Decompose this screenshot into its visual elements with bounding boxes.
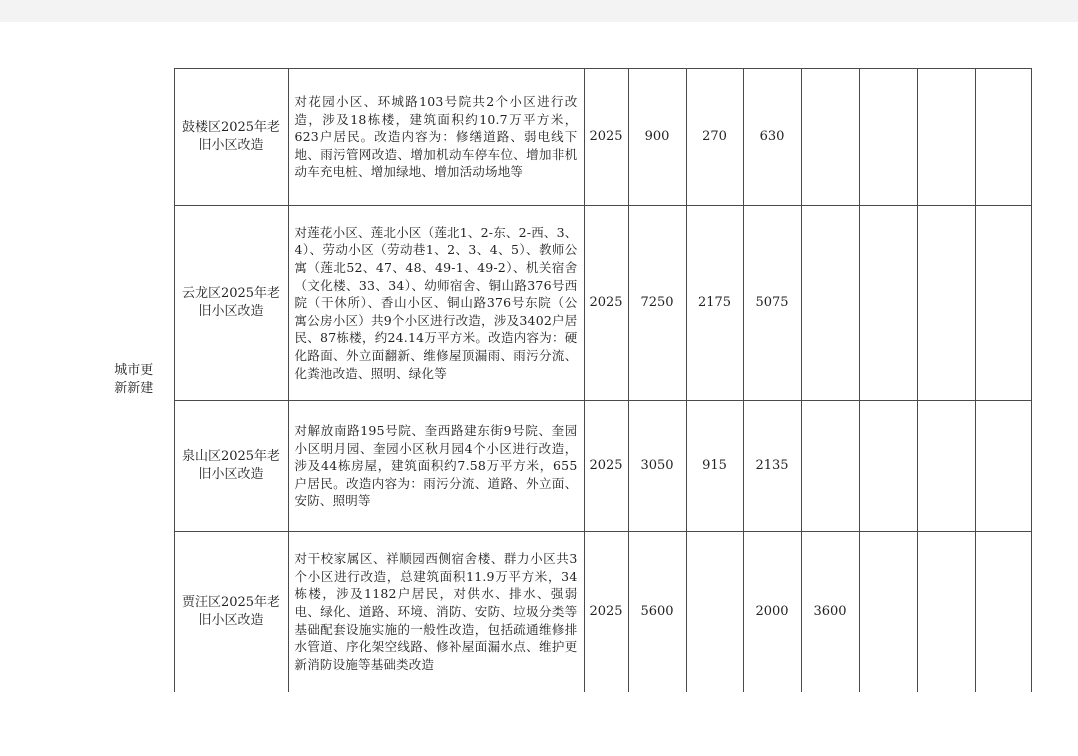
year-cell: 2025 xyxy=(584,206,628,401)
value-cell-b: 2000 xyxy=(743,532,801,692)
project-name-cell: 贾汪区2025年老旧小区改造 xyxy=(174,532,288,692)
project-content-cell: 对莲花小区、莲北小区（莲北1、2-东、2-西、3、4）、劳动小区（劳动巷1、2、3、4、5）、教师公寓（莲北52、47、48、49-1、49-2）、机关宿舍（文化楼、33、34）、幼师宿舍、铜山路376号西院（干休所）、香山小区、铜山路376号东院（公寓公房小区）共9个小区进行改造，涉及3402户居民、87栋楼，约24.14万平方米。改造内容为：硬化路面、外立面翻新、维修屋顶漏雨、雨污分流、化粪池改造、照明、绿化等 xyxy=(288,206,584,401)
project-content-cell: 对解放南路195号院、奎西路建东街9号院、奎园小区明月园、奎园小区秋月园4个小区进行改造，涉及44栋房屋，建筑面积约7.58万平方米，655户居民。改造内容为：雨污分流、道路、外立面、安防、照明等 xyxy=(288,401,584,532)
table-row xyxy=(94,206,1031,401)
value-cell-a: 270 xyxy=(686,69,743,206)
project-name-cell: 泉山区2025年老旧小区改造 xyxy=(174,401,288,532)
value-cell-e xyxy=(917,401,975,532)
total-cell: 7250 xyxy=(628,206,686,401)
year-cell: 2025 xyxy=(584,401,628,532)
year-cell: 2025 xyxy=(584,532,628,692)
value-cell-c xyxy=(801,206,859,401)
value-cell-d xyxy=(859,532,917,692)
value-cell-d xyxy=(859,69,917,206)
value-cell-e xyxy=(917,206,975,401)
category-label: 城市更新新建 xyxy=(114,363,154,396)
value-cell-c: 3600 xyxy=(801,532,859,692)
project-content-cell: 对干校家属区、祥顺园西侧宿舍楼、群力小区共3个小区进行改造，总建筑面积11.9万平方米，34栋楼，涉及1182户居民，对供水、排水、强弱电、绿化、道路、环境、消防、安防、垃圾分类等基础配套设施实施的一般性改造，包括疏通维修排水管道、序化架空线路、修补屋面漏水点、维护更新消防设施等基础类改造 xyxy=(288,532,584,692)
value-cell-a xyxy=(686,532,743,692)
project-name-cell: 云龙区2025年老旧小区改造 xyxy=(174,206,288,401)
value-cell-c xyxy=(801,69,859,206)
value-cell-d xyxy=(859,401,917,532)
project-name-cell: 鼓楼区2025年老旧小区改造 xyxy=(174,69,288,206)
value-cell-c xyxy=(801,401,859,532)
value-cell-d xyxy=(859,206,917,401)
value-cell-a: 2175 xyxy=(686,206,743,401)
table-row xyxy=(94,401,1031,532)
value-cell-e xyxy=(917,69,975,206)
year-cell: 2025 xyxy=(584,69,628,206)
total-cell: 3050 xyxy=(628,401,686,532)
value-cell-f xyxy=(975,69,1031,206)
category-cell xyxy=(94,69,174,692)
value-cell-f xyxy=(975,206,1031,401)
project-table xyxy=(94,68,1032,692)
value-cell-b: 630 xyxy=(743,69,801,206)
value-cell-f xyxy=(975,401,1031,532)
total-cell: 900 xyxy=(628,69,686,206)
total-cell: 5600 xyxy=(628,532,686,692)
value-cell-e xyxy=(917,532,975,692)
table-row xyxy=(94,69,1031,206)
project-content-cell: 对花园小区、环城路103号院共2个小区进行改造，涉及18栋楼，建筑面积约10.7万平方米，623户居民。改造内容为：修缮道路、弱电线下地、雨污管网改造、增加机动车停车位、增加非机动车充电桩、增加绿地、增加活动场地等 xyxy=(288,69,584,206)
table-row xyxy=(94,532,1031,692)
value-cell-f xyxy=(975,532,1031,692)
top-band xyxy=(0,0,1078,23)
value-cell-b: 2135 xyxy=(743,401,801,532)
value-cell-b: 5075 xyxy=(743,206,801,401)
value-cell-a: 915 xyxy=(686,401,743,532)
document-page xyxy=(0,22,1078,756)
